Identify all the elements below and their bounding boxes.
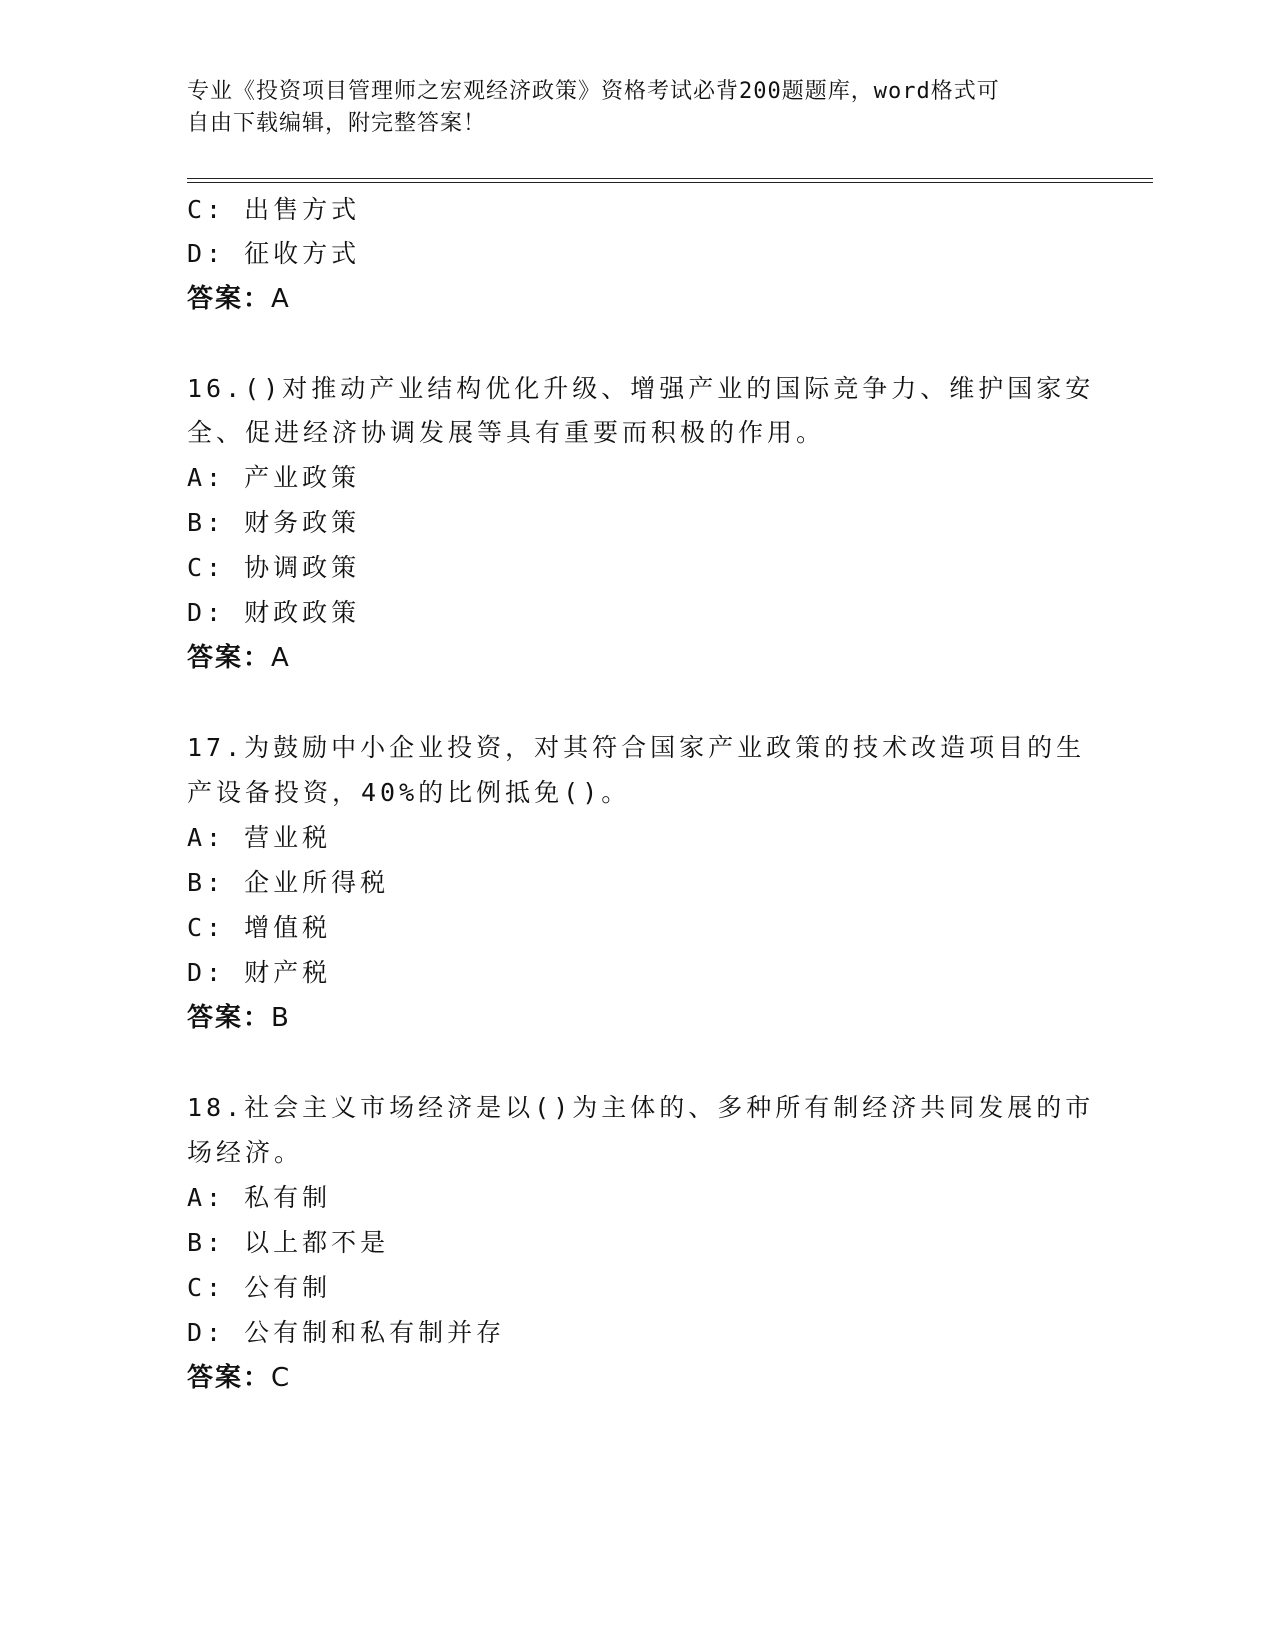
- q15-option-d: D: 征收方式: [187, 239, 361, 268]
- q17-option-c: C: 增值税: [187, 913, 332, 942]
- q18-option-a: A: 私有制: [187, 1183, 332, 1212]
- q16-option-b: B: 财务政策: [187, 508, 361, 537]
- header-rule-bottom: [187, 182, 1153, 183]
- q18-answer-value: C: [271, 1363, 292, 1393]
- q16-option-d: D: 财政政策: [187, 598, 361, 627]
- q17-option-d: D: 财产税: [187, 958, 332, 987]
- q15-answer: [187, 282, 1087, 316]
- q16-stem-line-2: 全、促进经济协调发展等具有重要而积极的作用。: [187, 418, 826, 447]
- q16-option-a: A: 产业政策: [187, 463, 361, 492]
- document-header: [187, 76, 1067, 140]
- header-line-1: 专业《投资项目管理师之宏观经济政策》资格考试必背200题题库，word格式可: [187, 79, 1000, 104]
- q18-option-d: D: 公有制和私有制并存: [187, 1318, 506, 1347]
- q18-stem-line-2: 场经济。: [187, 1138, 304, 1167]
- q17-option-a: A: 营业税: [187, 823, 332, 852]
- q18-option-c: C: 公有制: [187, 1273, 332, 1302]
- q16-answer-label: 答案：: [187, 643, 272, 673]
- q16-answer-value: A: [271, 643, 291, 673]
- header-rule-top: [187, 178, 1153, 179]
- q17-answer-label: 答案：: [187, 1003, 272, 1033]
- q18-answer-label: 答案：: [187, 1363, 272, 1393]
- q17-answer: [187, 1001, 1087, 1035]
- q18-stem-line-1: 18.社会主义市场经济是以()为主体的、多种所有制经济共同发展的市: [187, 1093, 1095, 1122]
- q17-stem-line-1: 17.为鼓励中小企业投资，对其符合国家产业政策的技术改造项目的生: [187, 733, 1086, 762]
- q15-answer-value: A: [271, 284, 291, 314]
- q17-stem-line-2: 产设备投资，40%的比例抵免()。: [187, 778, 631, 807]
- q16-answer: [187, 641, 1087, 675]
- q15-option-c: C: 出售方式: [187, 195, 361, 224]
- q18-option-b: B: 以上都不是: [187, 1228, 390, 1257]
- q17-answer-value: B: [271, 1003, 291, 1033]
- q16-stem-line-1: 16.()对推动产业结构优化升级、增强产业的国际竞争力、维护国家安: [187, 374, 1095, 403]
- q16-option-c: C: 协调政策: [187, 553, 361, 582]
- q15-answer-label: 答案：: [187, 284, 272, 314]
- header-line-2: 自由下载编辑，附完整答案！: [187, 111, 487, 136]
- q17-option-b: B: 企业所得税: [187, 868, 390, 897]
- q18-answer: [187, 1361, 1087, 1395]
